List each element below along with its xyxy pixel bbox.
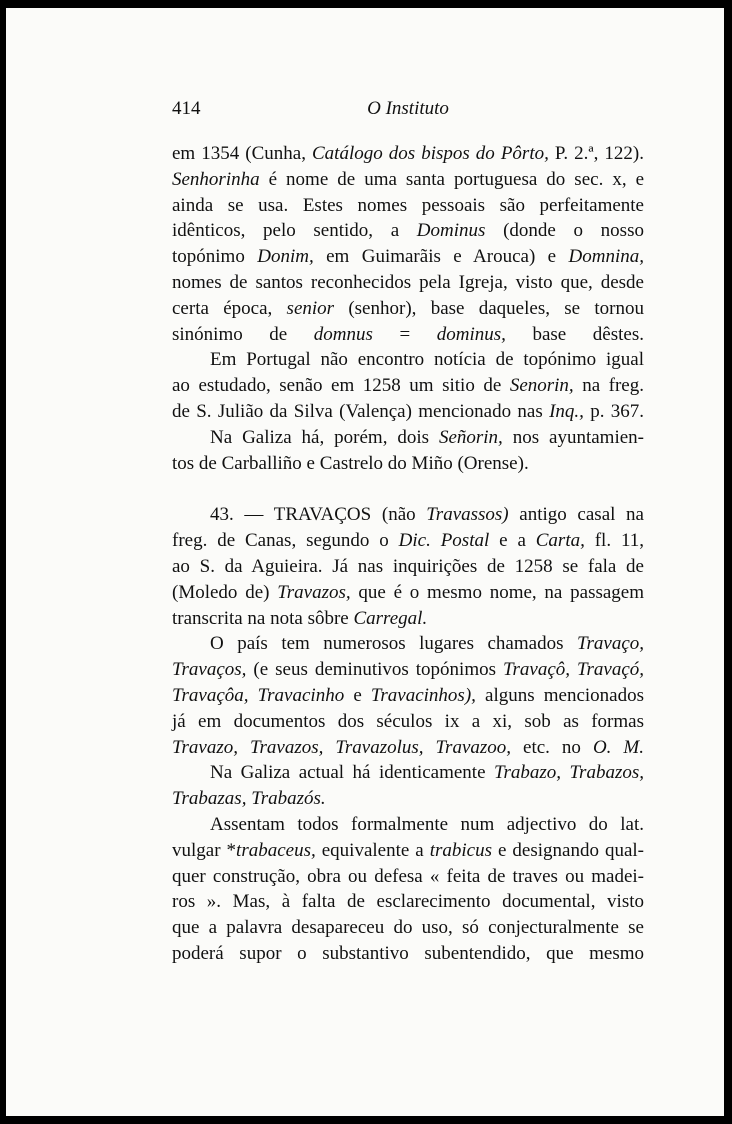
roman-text: quer construção, obra ou defesa « feita de traves ou madei- [172,865,644,887]
roman-text: 43. — TRAVAÇOS (não [210,504,427,526]
paragraph [172,760,644,812]
text-line [172,502,644,528]
roman-text: (senhor), base daqueles, se tornou [334,297,644,319]
text-line [172,193,644,219]
text-line [172,760,644,786]
roman-text: equivalente a [315,839,430,861]
roman-text: p. 367. [583,400,645,422]
roman-text: que a palavra desapareceu do uso, só conjecturalmente se [172,917,644,939]
roman-text: ao S. da Aguieira. Já nas inquirições de 1258 se fala de [172,555,644,577]
body-text [172,141,644,967]
text-line [172,167,644,193]
italic-text: Travazo, Travazos, Travazolus, Travazoo, [172,736,512,758]
italic-text: dominus, [436,323,506,345]
page-header [172,98,644,128]
roman-text: transcrita na nota sôbre [172,607,354,629]
roman-text: poderá supor o substantivo subentendido, que mesmo [172,942,644,964]
paragraph [172,425,644,477]
roman-text: idênticos, pelo sentido, a [172,220,417,242]
roman-text: sinónimo de [172,323,314,345]
italic-text: Senhorinha [172,168,260,190]
italic-text: Trabazas, Trabazós. [172,788,326,810]
italic-text: Travaçôa, Travacinho [172,684,345,706]
italic-text: Travaços, [172,659,247,681]
roman-text: em Guimarãis e Arouca) e [313,246,569,268]
text-line [172,425,644,451]
italic-text: Travazos, [277,581,351,603]
roman-text: na freg. [573,375,644,397]
roman-text: P. 2.ª, 122). [548,143,644,164]
italic-text: senior [286,297,335,319]
text-line [172,399,644,425]
roman-text: de S. Julião da Silva (Valença) mencionado nas [172,400,550,422]
roman-text: nos ayuntamien- [502,426,644,448]
roman-text: que é o mesmo nome, na passagem [350,581,644,603]
italic-text: trabaceus, [236,839,316,861]
italic-text: Domnina, [568,246,644,268]
text-line [172,218,644,244]
roman-text: certa época, [172,297,287,319]
italic-text: Dominus [416,220,486,242]
italic-text: Inq., [549,400,584,422]
roman-text: é nome de uma santa portuguesa do sec. x, e [259,168,644,190]
text-line [172,451,644,477]
text-line [172,812,644,838]
italic-text: Senorin, [509,375,574,397]
italic-text: Travaço, [576,633,644,655]
text-line [172,322,644,348]
roman-text: Na Galiza há, porém, dois [210,426,439,448]
text-line [172,141,644,167]
text-line [172,554,644,580]
roman-text: ao estudado, senão em 1258 um sitio de [172,375,510,397]
roman-text: e a [489,530,536,552]
text-line [172,373,644,399]
section-gap [172,476,644,502]
roman-text: base dêstes. [505,323,644,345]
italic-text: Travaçô, Travaçó, [502,659,645,681]
italic-text: Señorin, [438,426,503,448]
text-line [172,683,644,709]
italic-text: domnus [313,323,373,345]
paragraph [172,502,644,631]
roman-text: = [372,323,437,345]
roman-text: freg. de Canas, segundo o [172,530,399,552]
text-line [172,889,644,915]
italic-text: Dic. Postal [398,530,490,552]
text-line [172,838,644,864]
roman-text: Na Galiza actual há identicamente [210,762,494,784]
paragraph [172,812,644,967]
text-line [172,244,644,270]
italic-text: Trabazo, Trabazos, [494,762,644,784]
roman-text: tos de Carballiño e Castrelo do Miño (Orense). [172,452,529,474]
paragraph [172,631,644,760]
roman-text: etc. no [511,736,593,758]
roman-text: alguns mencionados [475,684,644,706]
text-line [172,631,644,657]
roman-text: topónimo [172,246,258,268]
roman-text: ros ». Mas, à falta de esclarecimento documental, visto [172,891,644,913]
roman-text: e designando qual- [492,839,644,861]
text-line [172,347,644,373]
text-line [172,709,644,735]
text-line [172,657,644,683]
roman-text: vulgar * [172,839,237,861]
roman-text: nomes de santos reconhecidos pela Igreja, visto que, desde [172,271,644,293]
text-line [172,941,644,967]
roman-text: O país tem numerosos lugares chamados [210,633,577,655]
text-line [172,864,644,890]
roman-text: (Moledo de) [172,581,278,603]
roman-text: e [344,684,371,706]
paragraph [172,347,644,424]
paragraph [172,141,644,347]
roman-text: em 1354 (Cunha, [172,143,312,164]
book-page [6,8,724,1116]
roman-text: antigo casal na [508,504,644,526]
roman-text: já em documentos dos séculos ix a xi, sob as formas [172,710,644,732]
roman-text: (e seus deminutivos topónimos [246,659,503,681]
italic-text: O. M. [592,736,644,758]
italic-text: Donim, [257,246,314,268]
italic-text: Carta, [535,530,585,552]
text-line [172,915,644,941]
italic-text: Travassos) [426,504,509,526]
italic-text: Carregal. [353,607,428,629]
text-line [172,580,644,606]
text-line [172,606,644,632]
roman-text: ainda se usa. Estes nomes pessoais são perfeitamente [172,194,644,216]
italic-text: trabicus [429,839,492,861]
roman-text: Em Portugal não encontro notícia de topónimo igual [210,349,644,371]
text-line [172,296,644,322]
text-line [172,786,644,812]
running-head: O Instituto [367,98,449,119]
roman-text: Assentam todos formalmente num adjectivo do lat. [210,813,644,835]
roman-text: (donde o nosso [485,220,644,242]
text-line [172,270,644,296]
roman-text: fl. 11, [584,530,645,552]
text-line [172,528,644,554]
page-number: 414 [172,98,201,119]
italic-text: Travacinhos), [370,684,476,706]
italic-text: Catálogo dos bispos do Pôrto, [312,143,549,164]
text-line [172,735,644,761]
